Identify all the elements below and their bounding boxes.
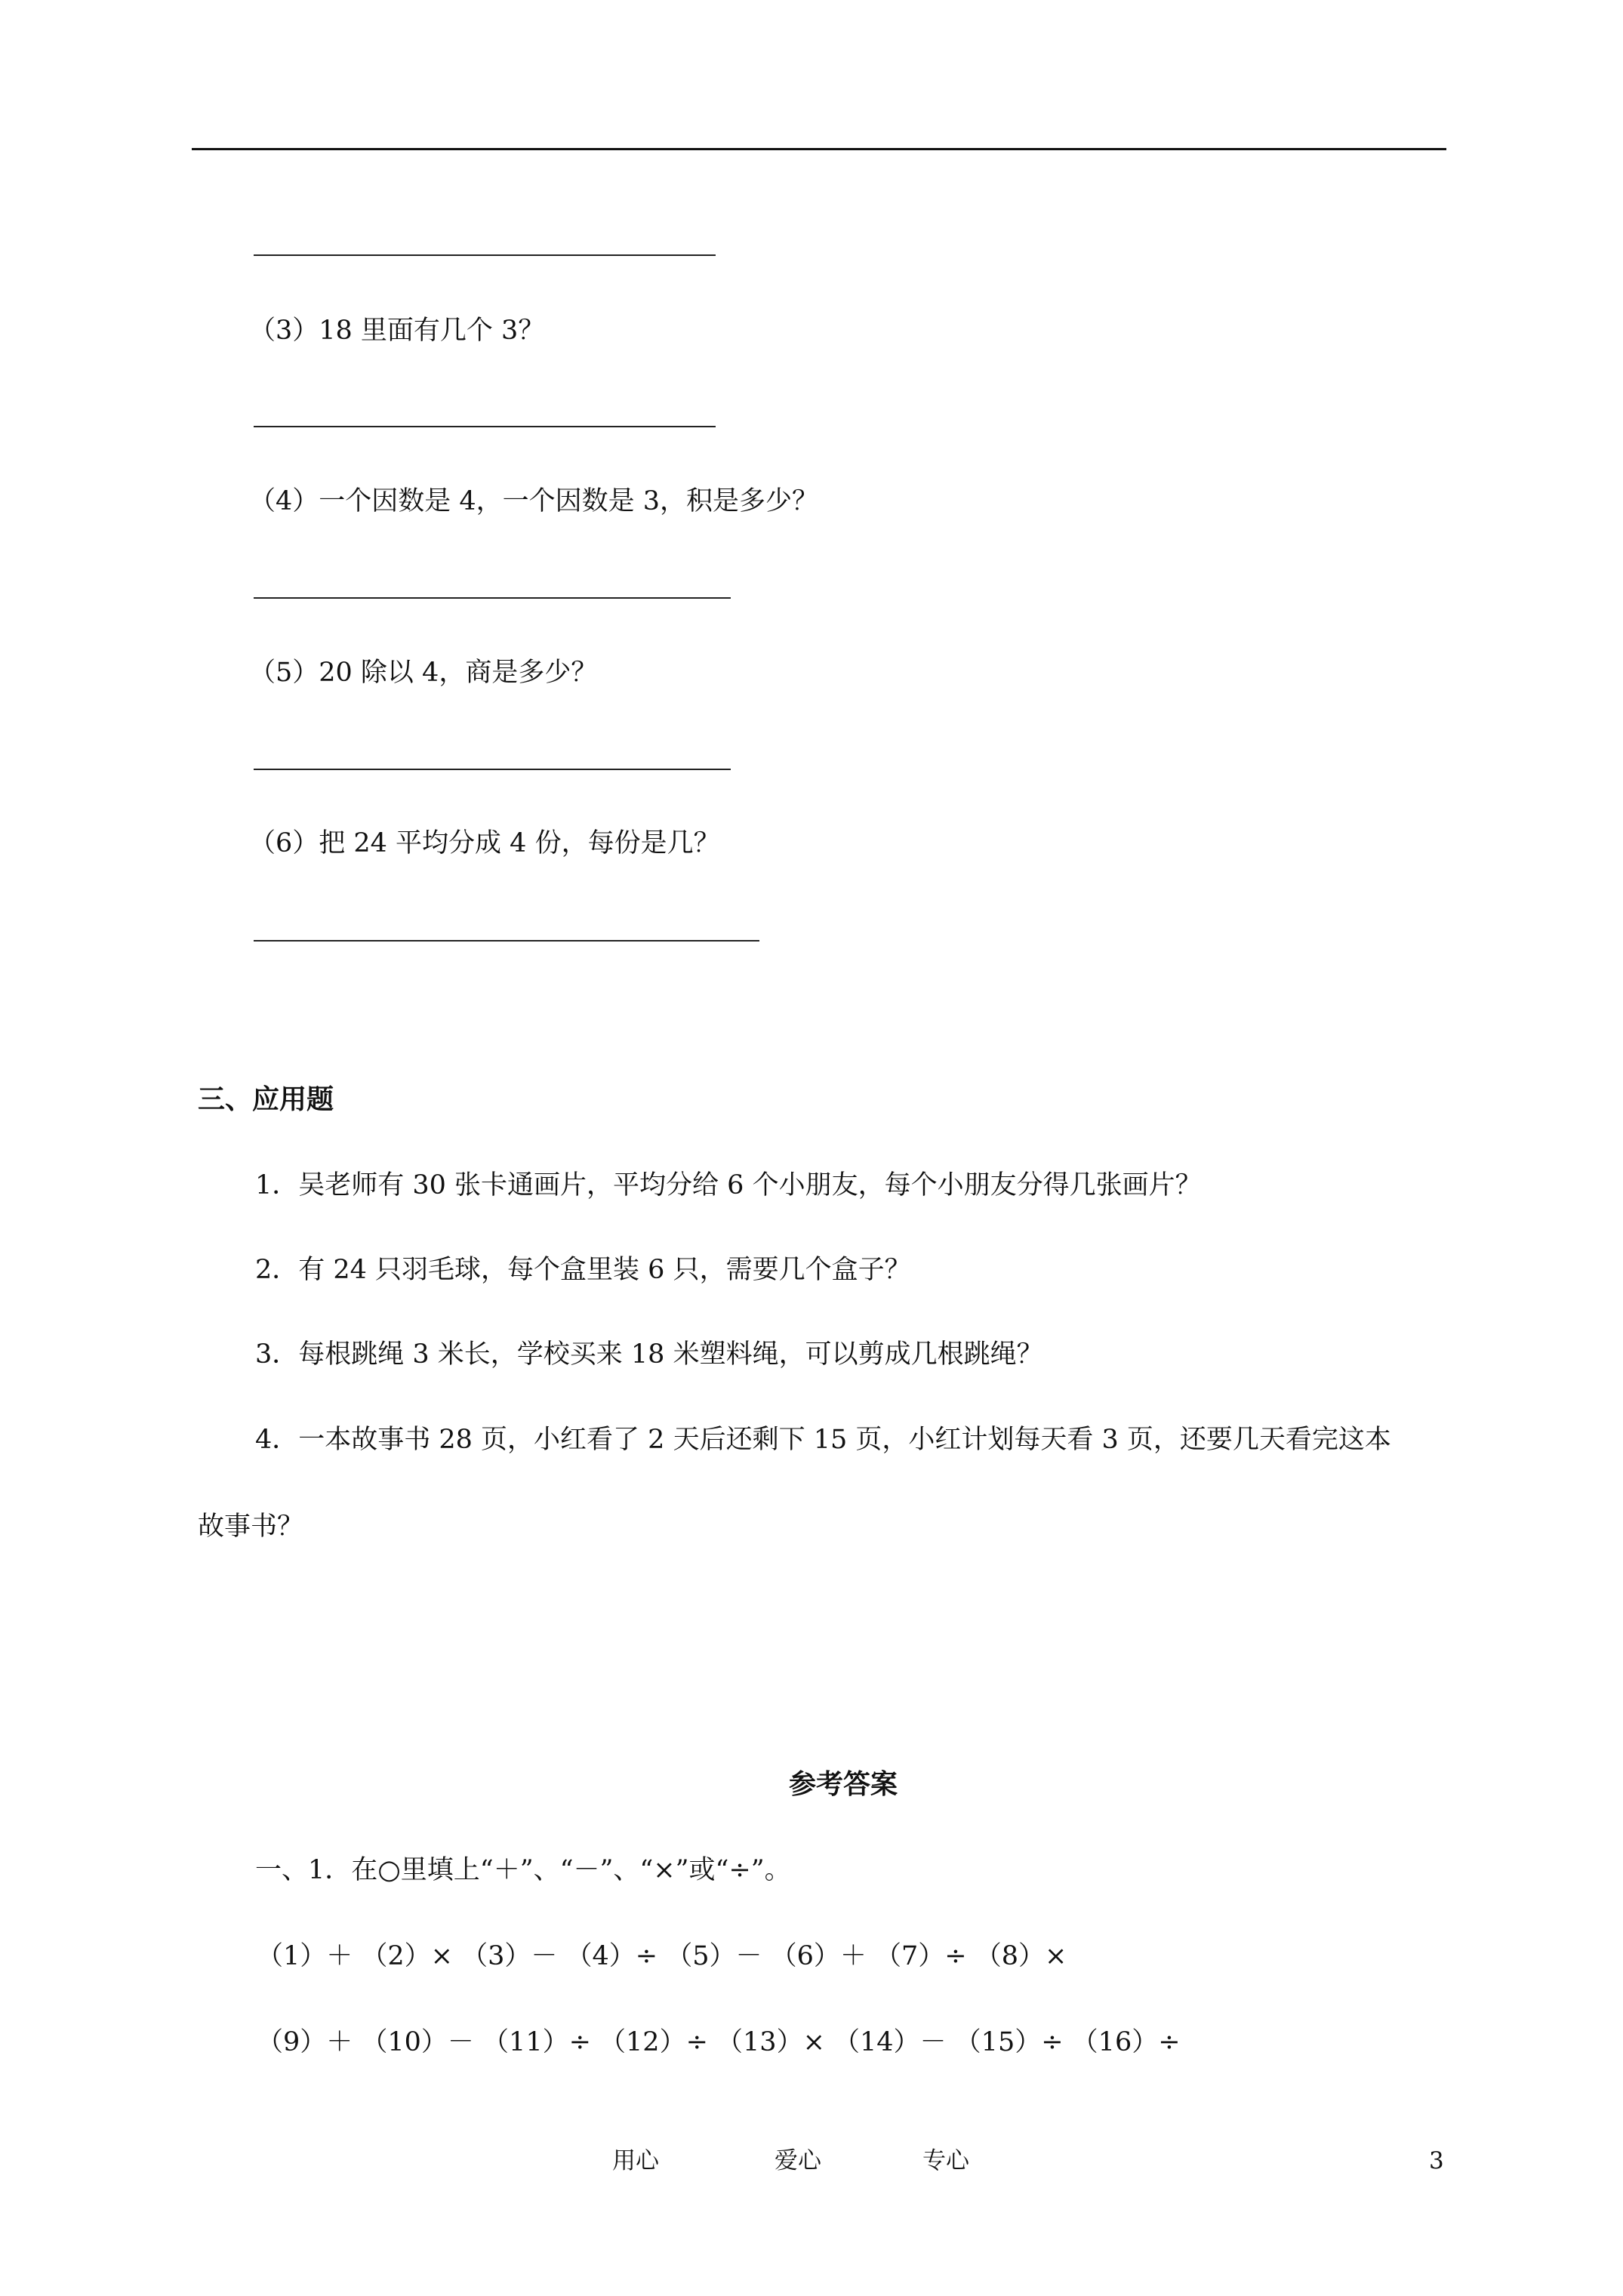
question-5: （5）20 除以 4，商是多少？ bbox=[249, 658, 598, 688]
problem-2: 2．有 24 只羽毛球，每个盒里装 6 只，需要几个盒子？ bbox=[255, 1255, 911, 1285]
answers-intro: 一、1．在○里填上“＋”、“－”、“×”或“÷”。 bbox=[255, 1855, 791, 1885]
footer-word-1: 用心 bbox=[612, 2147, 659, 2174]
answer-line-6 bbox=[254, 940, 759, 942]
answer-line-2 bbox=[254, 254, 716, 256]
question-3: （3）18 里面有几个 3？ bbox=[249, 316, 545, 346]
answers-row-2: （9）＋ （10）－ （11）÷ （12）÷ （13）× （14）－ （15）÷ （16）÷ bbox=[257, 2027, 1181, 2057]
problem-4-line-2: 故事书？ bbox=[198, 1512, 304, 1542]
problem-4-line-1: 4．一本故事书 28 页，小红看了 2 天后还剩下 15 页，小红计划每天看 3 页，还要几天看完这本 bbox=[255, 1425, 1391, 1455]
problem-3: 3．每根跳绳 3 米长，学校买来 18 米塑料绳，可以剪成几根跳绳？ bbox=[255, 1339, 1043, 1370]
header-rule bbox=[192, 148, 1446, 150]
answers-title: 参考答案 bbox=[789, 1768, 898, 1800]
page-number: 3 bbox=[1429, 2147, 1444, 2174]
footer-word-2: 爱心 bbox=[775, 2147, 821, 2174]
answer-line-4 bbox=[254, 597, 731, 599]
question-6: （6）把 24 平均分成 4 份，每份是几？ bbox=[249, 828, 720, 858]
problem-1: 1．吴老师有 30 张卡通画片，平均分给 6 个小朋友，每个小朋友分得几张画片？ bbox=[255, 1170, 1202, 1200]
answers-row-1: （1）＋ （2）× （3）－ （4）÷ （5）－ （6）＋ （7）÷ （8）× bbox=[257, 1941, 1067, 1971]
section-heading-applications: 三、应用题 bbox=[198, 1083, 334, 1115]
footer-word-3: 专心 bbox=[922, 2147, 969, 2174]
answer-line-3 bbox=[254, 426, 716, 427]
question-4: （4）一个因数是 4，一个因数是 3，积是多少？ bbox=[249, 486, 819, 516]
answer-line-5 bbox=[254, 769, 731, 770]
